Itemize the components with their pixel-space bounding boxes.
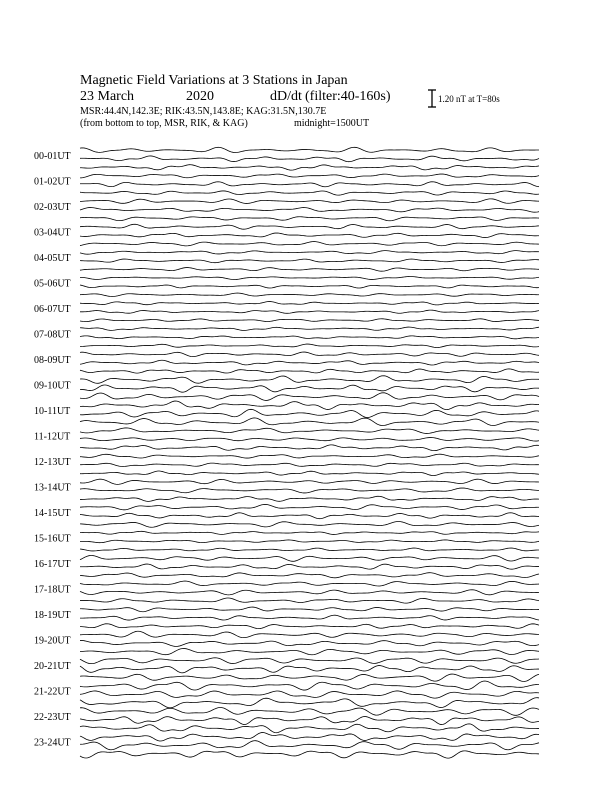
hour-label: 02-03UT xyxy=(34,202,71,213)
trace-rik xyxy=(80,385,539,392)
trace-kag xyxy=(80,199,539,204)
date-label: 23 March xyxy=(80,89,135,104)
hour-label: 14-15UT xyxy=(34,508,71,519)
chart-title: Magnetic Field Variations at 3 Stations in Japan xyxy=(80,73,348,88)
trace-msr xyxy=(80,598,539,603)
trace-kag xyxy=(80,733,539,741)
trace-rik xyxy=(80,310,539,313)
scale-bar-label: 1.20 nT at T=80s xyxy=(438,94,500,104)
hour-label: 04-05UT xyxy=(34,253,71,264)
trace-msr xyxy=(80,624,539,629)
trace-kag xyxy=(80,174,539,178)
hour-label: 15-16UT xyxy=(34,533,71,545)
trace-rik xyxy=(80,488,539,493)
scale-bar xyxy=(428,90,500,107)
stations-label: MSR:44.4N,142.3E; RIK:43.5N,143.8E; KAG:31.5N,130.7E xyxy=(80,106,327,117)
trace-rik xyxy=(80,438,539,442)
order-note: (from bottom to top, MSR, RIK, & KAG) xyxy=(80,118,248,129)
trace-msr xyxy=(80,165,539,170)
hour-label: 13-14UT xyxy=(34,482,71,494)
trace-rik xyxy=(80,615,539,620)
trace-msr xyxy=(80,268,539,272)
trace-kag xyxy=(80,707,539,715)
hour-label: 22-23UT xyxy=(34,712,71,723)
trace-msr xyxy=(80,319,539,322)
trace-kag xyxy=(80,658,539,664)
hour-label: 10-11UT xyxy=(34,406,71,417)
trace-kag xyxy=(80,454,539,458)
trace-rik xyxy=(80,259,539,263)
trace-kag xyxy=(80,555,539,561)
hour-label: 00-01UT xyxy=(34,151,71,162)
trace-msr xyxy=(80,471,539,475)
trace-kag xyxy=(80,479,539,484)
trace-kag xyxy=(80,607,539,612)
trace-msr xyxy=(80,445,539,451)
trace-kag xyxy=(80,581,539,586)
trace-msr xyxy=(80,724,539,733)
trace-msr xyxy=(80,369,539,373)
trace-kag xyxy=(80,631,539,637)
trace-kag xyxy=(80,224,539,229)
hour-label: 01-02UT xyxy=(34,176,71,188)
hour-label: 17-18UT xyxy=(34,584,71,596)
trace-msr xyxy=(80,698,539,708)
year-label: 2020 xyxy=(186,89,214,104)
trace-msr xyxy=(80,344,539,347)
trace-rik xyxy=(80,233,539,238)
trace-msr xyxy=(80,217,539,221)
trace-rik xyxy=(80,409,539,417)
hour-label: 09-10UT xyxy=(34,380,71,392)
trace-kag xyxy=(80,251,539,255)
hour-label: 16-17UT xyxy=(34,559,71,570)
trace-rik xyxy=(80,666,539,673)
trace-msr xyxy=(80,393,539,401)
trace-rik xyxy=(80,336,539,339)
hour-label-group xyxy=(34,151,71,749)
hour-label: 11-12UT xyxy=(34,431,71,443)
trace-msr xyxy=(80,548,539,551)
trace-kag xyxy=(80,352,539,357)
hour-label: 19-20UT xyxy=(34,635,71,647)
trace-msr xyxy=(80,751,539,758)
hour-label: 08-09UT xyxy=(34,355,71,366)
trace-msr xyxy=(80,418,539,426)
trace-rik xyxy=(80,564,539,569)
hour-label: 12-13UT xyxy=(34,457,71,468)
hour-label: 05-06UT xyxy=(34,278,71,290)
hour-label: 23-24UT xyxy=(34,737,71,749)
trace-kag xyxy=(80,302,539,305)
trace-rik xyxy=(80,360,539,365)
trace-msr xyxy=(80,496,539,501)
trace-group xyxy=(80,147,539,758)
trace-msr xyxy=(80,674,539,681)
hour-label: 21-22UT xyxy=(34,686,71,698)
trace-kag xyxy=(80,147,539,152)
trace-kag xyxy=(80,681,539,690)
trace-kag xyxy=(80,327,539,330)
trace-rik xyxy=(80,208,539,213)
trace-rik xyxy=(80,540,539,543)
trace-msr xyxy=(80,521,539,527)
hour-label: 07-08UT xyxy=(34,329,71,341)
hour-label: 03-04UT xyxy=(34,227,71,239)
trace-kag xyxy=(80,428,539,434)
trace-kag xyxy=(80,504,539,509)
trace-kag xyxy=(80,401,539,410)
trace-kag xyxy=(80,531,539,534)
trace-rik xyxy=(80,640,539,646)
trace-rik xyxy=(80,590,539,595)
trace-rik xyxy=(80,741,539,750)
trace-msr xyxy=(80,293,539,296)
hour-label: 06-07UT xyxy=(34,304,71,315)
trace-kag xyxy=(80,376,539,384)
quantity-label: dD/dt xyxy=(270,89,302,104)
trace-msr xyxy=(80,648,539,654)
trace-rik xyxy=(80,156,539,162)
hour-label: 18-19UT xyxy=(34,610,71,621)
filter-label: (filter:40-160s) xyxy=(305,89,391,104)
trace-rik xyxy=(80,285,539,288)
trace-kag xyxy=(80,277,539,280)
trace-rik xyxy=(80,463,539,466)
midnight-note: midnight=1500UT xyxy=(294,118,370,129)
trace-msr xyxy=(80,191,539,195)
trace-msr xyxy=(80,242,539,246)
trace-msr xyxy=(80,573,539,578)
trace-rik xyxy=(80,691,539,698)
hour-label: 20-21UT xyxy=(34,661,71,672)
trace-rik xyxy=(80,716,539,724)
trace-rik xyxy=(80,513,539,519)
trace-rik xyxy=(80,182,539,187)
